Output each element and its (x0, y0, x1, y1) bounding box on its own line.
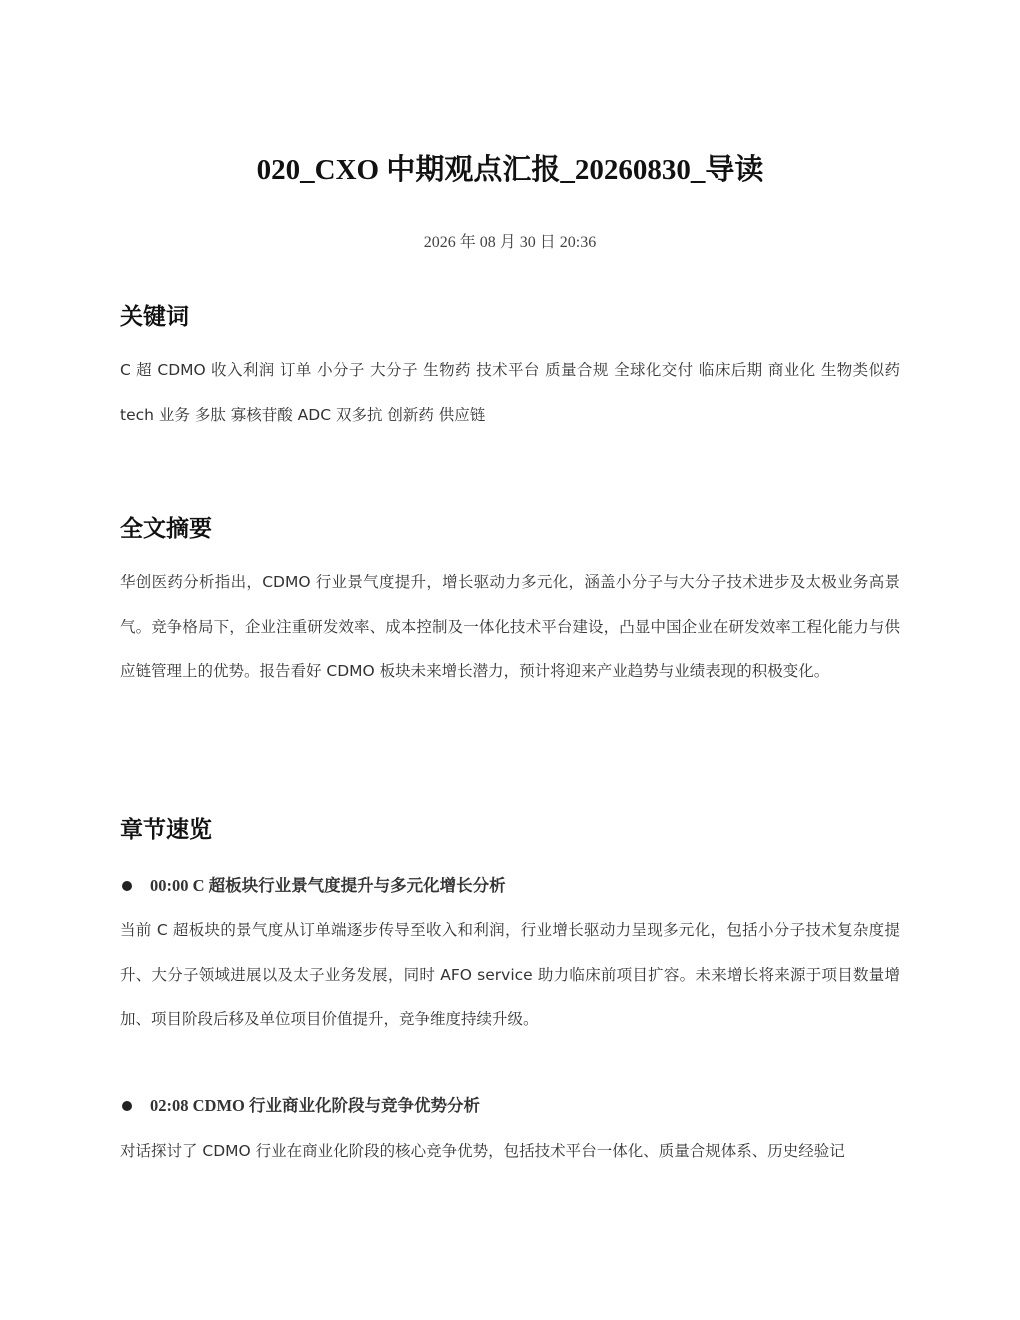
keywords-text: C 超 CDMO 收入利润 订单 小分子 大分子 生物药 技术平台 质量合规 全球化交付 临床后期 商业化 生物类似药 tech 业务 多肽 寡核苷酸 ADC 双多抗 创新药 供应链 (120, 361, 900, 424)
chapter-item-heading (120, 872, 900, 900)
chapters-heading: 章节速览 (120, 817, 212, 843)
chapter-title: 00:00 C 超板块行业景气度提升与多元化增长分析 (150, 876, 506, 895)
chapter-text: 当前 C 超板块的景气度从订单端逐步传导至收入和利润，行业增长驱动力呈现多元化，包括小分子技术复杂度提升、大分子领域进展以及太子业务发展，同时 AFO service 助力临床前项目扩容。未来增长将来源于项目数量增加、项目阶段后移及单位项目价值提升，竞争维度持续升级。 (120, 921, 900, 1028)
bullet-icon (122, 881, 132, 891)
bullet-icon (122, 1101, 132, 1111)
keywords-heading: 关键词 (120, 304, 189, 330)
summary-heading: 全文摘要 (120, 516, 212, 542)
chapter-item-heading (120, 1092, 900, 1120)
chapter-title: 02:08 CDMO 行业商业化阶段与竞争优势分析 (150, 1096, 480, 1115)
document-title: 020_CXO 中期观点汇报_20260830_导读 (256, 154, 764, 186)
document-date: 2026 年 08 月 30 日 20:36 (423, 234, 597, 251)
chapter-text: 对话探讨了 CDMO 行业在商业化阶段的核心竞争优势，包括技术平台一体化、质量合规体系、历史经验记 (120, 1142, 845, 1160)
summary-text: 华创医药分析指出，CDMO 行业景气度提升，增长驱动力多元化，涵盖小分子与大分子技术进步及太极业务高景气。竞争格局下，企业注重研发效率、成本控制及一体化技术平台建设，凸显中国企业在研发效率工程化能力与供应链管理上的优势。报告看好 CDMO 板块未来增长潜力，预计将迎来产业趋势与业绩表现的积极变化。 (120, 573, 900, 680)
